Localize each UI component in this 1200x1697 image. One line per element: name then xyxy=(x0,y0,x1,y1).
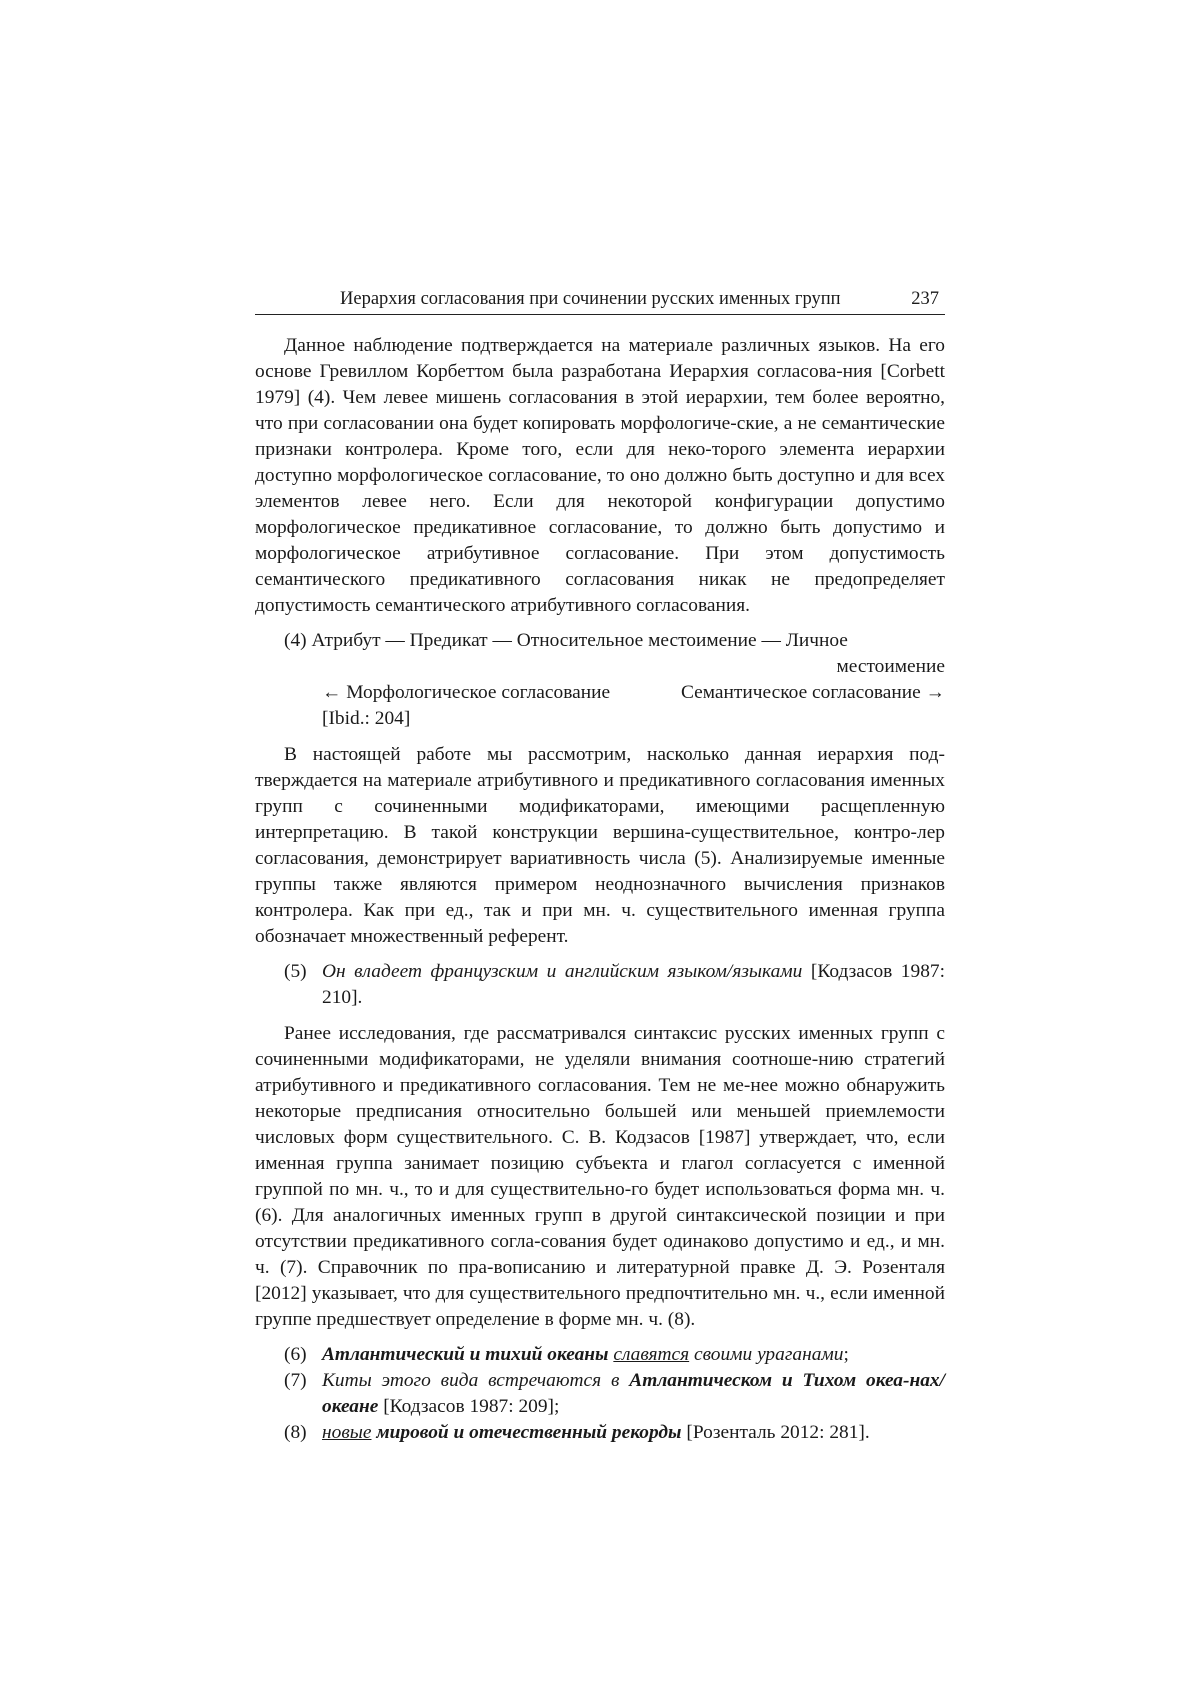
semantic-arrow-label: Семантическое согласование → xyxy=(681,682,945,703)
page xyxy=(255,287,945,1456)
example-number: (7) xyxy=(284,1370,307,1391)
example-reference: [Кодзасов 1987: 209]; xyxy=(378,1396,560,1417)
example-end: ; xyxy=(843,1344,849,1365)
paragraph-2: В настоящей работе мы рассмотрим, насколько данная иерархия под-тверждается на материале атрибутивного и предикативного согласования именных групп с сочиненными модификаторами, имеющими расщепленную интерпретацию. В такой конструкции вершина-существительное, контро-лер согласования, демонстрирует вариативность числа (5). Анализируемые именные группы также являются примером неоднозначного вычисления признаков контролера. Как при ед., так и при мн. ч. существительного именная группа обозначает множественный референт. xyxy=(255,744,945,947)
example-number: (8) xyxy=(284,1422,307,1443)
example-6 xyxy=(255,1342,945,1368)
hierarchy-line-continuation: местоимение xyxy=(836,656,945,677)
hierarchy-arrows xyxy=(255,680,945,706)
morphological-arrow-label: ← Морфологическое согласование xyxy=(322,682,611,703)
example-5 xyxy=(255,959,945,1011)
example-number: (6) xyxy=(284,1344,307,1365)
example-text-bold: Атлантический и тихий океаны xyxy=(322,1344,609,1365)
example-text-italic: Киты этого вида встречаются в xyxy=(322,1370,630,1391)
example-reference: [Кодзасов 1987: 210]. xyxy=(322,961,945,1008)
example-text-italic: своими ураганами xyxy=(689,1344,844,1365)
paragraph-3: Ранее исследования, где рассматривался синтаксис русских именных групп с сочиненными модификаторами, не уделяли внимания соотноше-нию стратегий атрибутивного и предикативного согласования. Тем не ме-нее можно обнаружить некоторые предписания относительно большей или меньшей приемлемости числовых форм существительного. С. В. Кодзасов [1987] утверждает, что, если именная группа занимает позицию субъекта и глагол согласуется с именной группой по мн. ч., то и для существительно-го будет использоваться форма мн. ч. (6). Для аналогичных именных групп в другой синтаксической позиции и при отсутствии предикативного согла-сования будет одинаково допустимо и ед., и мн. ч. (7). Справочник по пра-вописанию и литературной правке Д. Э. Розенталя [2012] указывает, что для существительного предпочтительно мн. ч., если именной группе предшествует определение в форме мн. ч. (8). xyxy=(255,1023,945,1330)
example-text-underlined: славятся xyxy=(613,1344,690,1365)
examples-6-8 xyxy=(255,1342,945,1446)
running-header xyxy=(255,287,945,315)
example-7 xyxy=(255,1368,945,1420)
example-text-bold: мировой и отечественный рекорды xyxy=(376,1422,682,1443)
example-text-underlined: новые xyxy=(322,1422,372,1443)
page-number: 237 xyxy=(911,289,939,309)
example-4-hierarchy xyxy=(255,628,945,732)
example-text-bold: Атлантическом и Тихом океа-нах/ океане xyxy=(322,1370,945,1417)
example-text-italic: Он владеет французским и английским языком/языками xyxy=(322,961,803,982)
hierarchy-line: (4) Атрибут — Предикат — Относительное местоимение — Личное xyxy=(284,630,848,651)
page-body xyxy=(255,333,945,1446)
example-8 xyxy=(255,1420,945,1446)
hierarchy-source: [Ibid.: 204] xyxy=(322,708,411,729)
paragraph-1: Данное наблюдение подтверждается на материале различных языков. На его основе Гревиллом Корбеттом была разработана Иерархия согласова-ния [Corbett 1979] (4). Чем левее мишень согласования в этой иерархии, тем более вероятно, что при согласовании она будет копировать морфологиче-ские, а не семантические признаки контролера. Кроме того, если для неко-торого элемента иерархии доступно морфологическое согласование, то оно должно быть доступно и для всех элементов левее него. Если для некоторой конфигурации допустимо морфологическое предикативное согласование, то должно быть допустимо и морфологическое атрибутивное согласование. При этом допустимость семантического предикативного согласования никак не предопределяет допустимость семантического атрибутивного согласования. xyxy=(255,335,945,616)
example-number: (5) xyxy=(284,961,307,982)
running-title: Иерархия согласования при сочинении русских именных групп xyxy=(340,289,841,309)
example-reference: [Розенталь 2012: 281]. xyxy=(681,1422,870,1443)
example-item xyxy=(255,959,945,1011)
